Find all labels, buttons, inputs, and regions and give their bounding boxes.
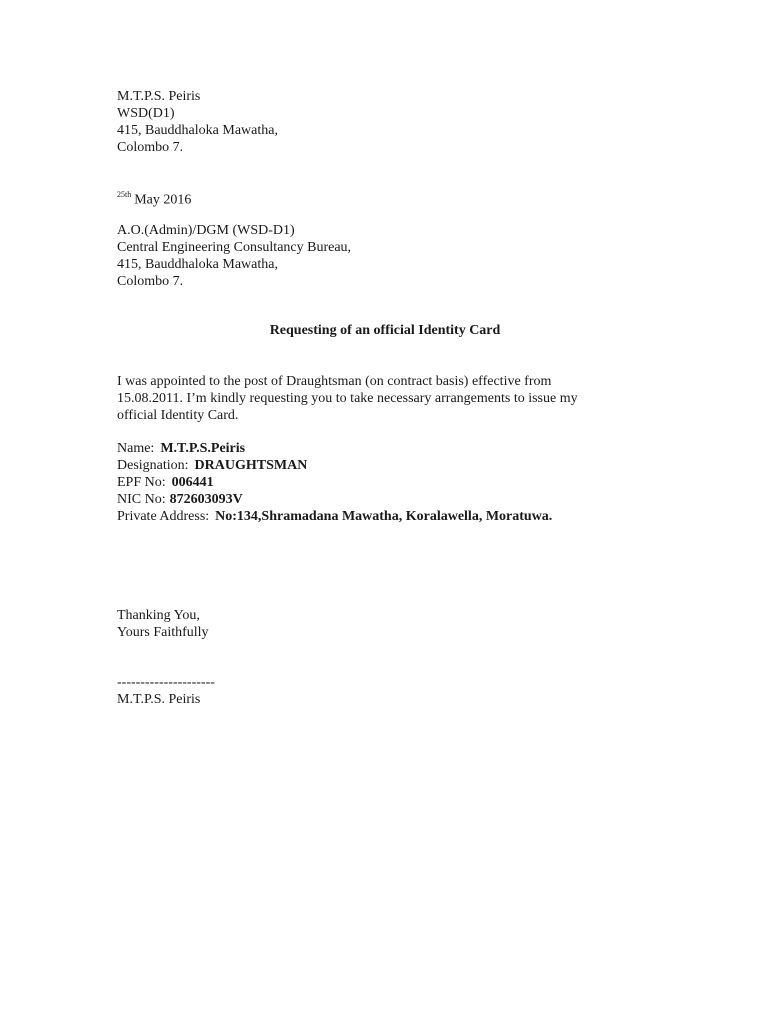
- name-value: M.T.P.S.Peiris: [160, 441, 246, 456]
- address-label: Private Address:: [117, 509, 210, 524]
- signature-line: ---------------------: [117, 675, 215, 690]
- letter-subject: [0, 323, 768, 339]
- letter-closing: [117, 607, 209, 641]
- body-line-1: I was appointed to the post of Draughtsman (on contract basis) effective from: [117, 374, 552, 389]
- sender-name: M.T.P.S. Peiris: [117, 89, 201, 104]
- sender-address: [117, 88, 278, 156]
- name-label: Name:: [117, 441, 155, 456]
- body-line-2: 15.08.2011. I’m kindly requesting you to take necessary arrangements to issue my: [117, 391, 578, 406]
- recipient-title: A.O.(Admin)/DGM (WSD-D1): [117, 223, 295, 238]
- designation-label: Designation:: [117, 458, 189, 473]
- sender-city: Colombo 7.: [117, 140, 184, 155]
- subject-text: Requesting of an official Identity Card: [269, 323, 501, 338]
- closing-sign-off: Yours Faithfully: [117, 625, 209, 640]
- designation-value: DRAUGHTSMAN: [194, 458, 308, 473]
- detail-address: [117, 508, 552, 525]
- recipient-organization: Central Engineering Consultancy Bureau,: [117, 240, 352, 255]
- date-month-year: May 2016: [134, 192, 192, 208]
- nic-label: NIC No:: [117, 492, 166, 507]
- recipient-street: 415, Bauddhaloka Mawatha,: [117, 257, 278, 272]
- recipient-city: Colombo 7.: [117, 274, 184, 289]
- detail-name: [117, 440, 552, 457]
- body-line-3: official Identity Card.: [117, 408, 239, 423]
- signature-block: [117, 674, 215, 708]
- letter-date: [117, 187, 191, 209]
- signature-name: M.T.P.S. Peiris: [117, 692, 201, 707]
- recipient-address: [117, 222, 351, 290]
- sender-street: 415, Bauddhaloka Mawatha,: [117, 123, 278, 138]
- applicant-details: [117, 440, 552, 525]
- epf-label: EPF No:: [117, 475, 166, 490]
- closing-thanks: Thanking You,: [117, 608, 200, 623]
- detail-nic: [117, 491, 552, 508]
- address-value: No:134,Shramadana Mawatha, Koralawella, Moratuwa.: [215, 509, 553, 524]
- nic-value: 872603093V: [169, 492, 243, 507]
- detail-epf: [117, 474, 552, 491]
- epf-value: 006441: [171, 475, 214, 490]
- sender-department: WSD(D1): [117, 106, 175, 121]
- date-day: 25th: [117, 190, 132, 199]
- letter-body: [117, 373, 578, 424]
- detail-designation: [117, 457, 552, 474]
